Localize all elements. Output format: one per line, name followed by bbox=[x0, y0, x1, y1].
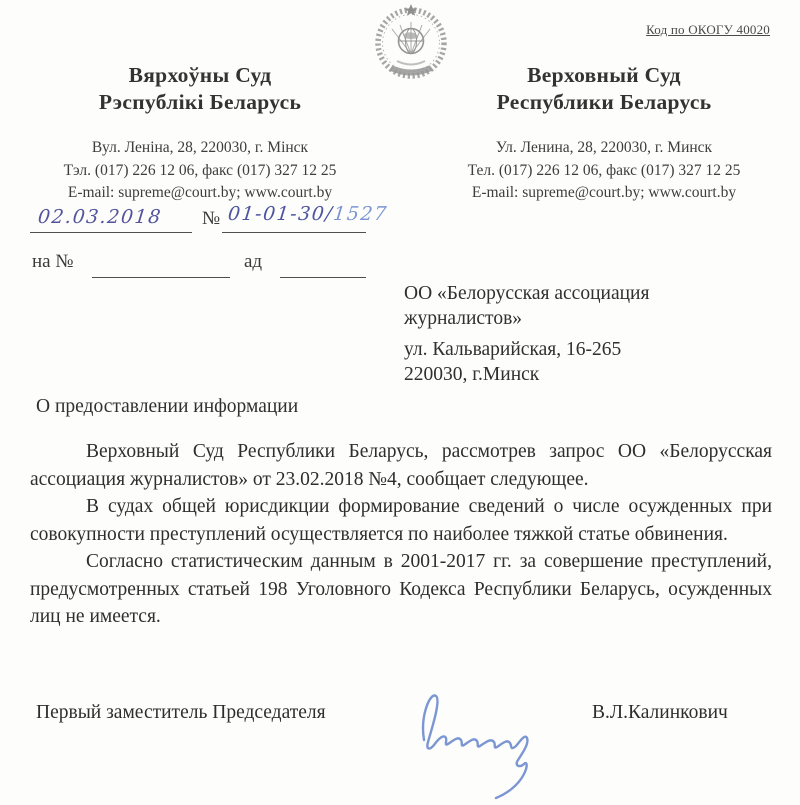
recipient-line: ОО «Белорусская ассоциация bbox=[404, 283, 650, 304]
body-paragraph-3: Согласно статистическим данным в 2001-2017 гг. за совершение преступлений, предусмотренных статьей 198 Уголовного Кодекса Республики Беларусь, осужденных лиц не имеется. bbox=[30, 551, 772, 627]
number-underline bbox=[222, 232, 366, 233]
body-paragraph-2: В судах общей юрисдикции формирование сведений о числе осужденных при совокупности преступлений осуществляется по наиболее тяжкой статье обвинения. bbox=[30, 496, 772, 545]
handwritten-number-part1: 01-01-30/ bbox=[226, 203, 335, 225]
header-belarusian bbox=[34, 62, 366, 205]
okogu-code: Код по ОКОГУ 40020 bbox=[646, 22, 770, 37]
address-line-ru: Ул. Ленина, 28, 220030, г. Минск bbox=[495, 139, 713, 156]
header-russian bbox=[438, 62, 770, 205]
recipient-line: журналистов» bbox=[404, 308, 523, 329]
number-sign: № bbox=[202, 208, 221, 229]
handwritten-number bbox=[227, 203, 389, 225]
org-address-ru bbox=[438, 137, 770, 205]
handwritten-number-part2: 1527 bbox=[332, 203, 389, 225]
reply-date-label: ад bbox=[244, 251, 263, 272]
reply-date-underline bbox=[280, 277, 366, 278]
reference-block bbox=[30, 203, 770, 283]
org-title-ru bbox=[438, 62, 770, 116]
phone-line-ru: Тел. (017) 226 12 06, факс (017) 327 12 25 bbox=[467, 161, 741, 179]
subject-line: О предоставлении информации bbox=[36, 396, 299, 417]
email-line-by: E-mail: supreme@court.by; www.court.by bbox=[67, 184, 333, 201]
org-title-ru-line1: Верховный Суд bbox=[527, 63, 681, 87]
signature-scribble-icon bbox=[408, 688, 548, 800]
signer-name: В.Л.Калинкович bbox=[592, 702, 728, 723]
recipient-line: ул. Кальварийская, 16-265 bbox=[404, 339, 622, 360]
org-address-by bbox=[34, 137, 366, 205]
org-title-by bbox=[34, 62, 366, 116]
org-title-by-line1: Вярхоўны Суд bbox=[128, 63, 272, 87]
org-title-ru-line2: Республики Беларусь bbox=[496, 90, 712, 114]
org-title-by-line2: Рэспублікі Беларусь bbox=[98, 90, 302, 114]
email-line-ru: E-mail: supreme@court.by; www.court.by bbox=[471, 184, 737, 201]
handwritten-date: 02.03.2018 bbox=[36, 206, 163, 228]
phone-line-by: Тэл. (017) 226 12 06, факс (017) 327 12 25 bbox=[63, 161, 337, 179]
date-underline bbox=[30, 232, 192, 233]
signer-title: Первый заместитель Председателя bbox=[36, 702, 326, 723]
recipient-block bbox=[404, 281, 764, 387]
address-line-by: Вул. Леніна, 28, 220030, г. Мінск bbox=[91, 139, 309, 156]
recipient-line: 220030, г.Минск bbox=[404, 364, 540, 385]
reply-number-label: на № bbox=[32, 251, 74, 272]
body-paragraph-1: Верховный Суд Республики Беларусь, рассмотрев запрос ОО «Белорусская ассоциация журналистов» от 23.02.2018 №4, сообщает следующее. bbox=[30, 441, 772, 490]
letter-body bbox=[30, 438, 772, 631]
reply-number-underline bbox=[92, 277, 230, 278]
